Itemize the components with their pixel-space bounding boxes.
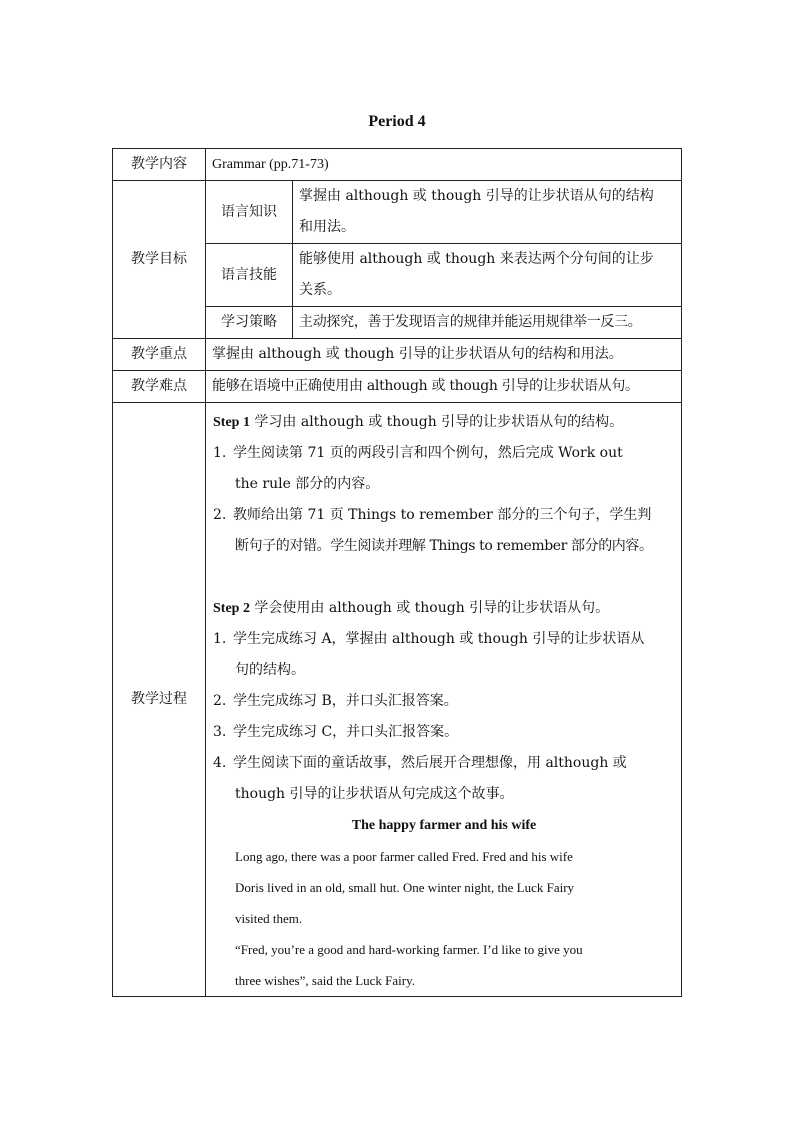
story-title: The happy farmer and his wife — [351, 818, 537, 833]
step2-item: 1. 学生完成练习 A，掌握由 although 或 though 引导的让步状语从 — [213, 631, 645, 647]
content-label: 教学内容 — [113, 149, 206, 181]
story-line: Doris lived in an old, small hut. One winter night, the Luck Fairy — [235, 880, 575, 895]
story-line: visited them. — [235, 911, 303, 926]
skills-value — [293, 244, 682, 307]
step1-heading: Step 1 学习由 although 或 though 引导的让步状语从句的结构。 — [213, 414, 624, 430]
step1-item-cont: 断句子的对错。学生阅读并理解 Things to remember 部分的内容。 — [235, 538, 653, 554]
knowledge-value — [293, 181, 682, 244]
lesson-plan-table — [112, 148, 682, 997]
step1-item-cont: the rule 部分的内容。 — [235, 476, 380, 492]
knowledge-line2: 和用法。 — [299, 219, 355, 235]
step2-item-cont: 句的结构。 — [235, 662, 305, 678]
objectives-label: 教学目标 — [113, 181, 206, 339]
content-value: Grammar (pp.71-73) — [206, 149, 682, 181]
focus-value: 掌握由 although 或 though 引导的让步状语从句的结构和用法。 — [206, 339, 682, 371]
step1-item: 1. 学生阅读第 71 页的两段引言和四个例句，然后完成 Work out — [213, 445, 623, 461]
strategy-value: 主动探究，善于发现语言的规律并能运用规律举一反三。 — [293, 307, 682, 339]
row-process — [113, 403, 682, 997]
focus-label: 教学重点 — [113, 339, 206, 371]
skills-label: 语言技能 — [206, 244, 293, 307]
row-difficulty — [113, 371, 682, 403]
row-focus — [113, 339, 682, 371]
story-line: “Fred, you’re a good and hard-working farmer. I’d like to give you — [235, 942, 583, 957]
row-objective-knowledge — [113, 181, 682, 244]
step2-item: 4. 学生阅读下面的童话故事，然后展开合理想像，用 although 或 — [213, 755, 627, 771]
story-line: three wishes”, said the Luck Fairy. — [235, 973, 416, 988]
difficulty-value: 能够在语境中正确使用由 although 或 though 引导的让步状语从句。 — [206, 371, 682, 403]
step2-item: 2. 学生完成练习 B，并口头汇报答案。 — [213, 693, 458, 709]
skills-line2: 关系。 — [299, 282, 341, 298]
story-line: Long ago, there was a poor farmer called Fred. Fred and his wife — [235, 849, 573, 864]
step1-item: 2. 教师给出第 71 页 Things to remember 部分的三个句子，学生判 — [213, 507, 652, 523]
step2-item-cont: though 引导的让步状语从句完成这个故事。 — [235, 786, 514, 802]
page-title: Period 4 — [368, 113, 426, 130]
strategy-label: 学习策略 — [206, 307, 293, 339]
process-value — [206, 403, 682, 997]
process-label: 教学过程 — [113, 403, 206, 997]
knowledge-line1: 掌握由 although 或 though 引导的让步状语从句的结构 — [299, 188, 654, 204]
spacer — [213, 562, 675, 593]
skills-line1: 能够使用 although 或 though 来表达两个分句间的让步 — [299, 251, 654, 267]
row-content — [113, 149, 682, 181]
difficulty-label: 教学难点 — [113, 371, 206, 403]
step2-item: 3. 学生完成练习 C，并口头汇报答案。 — [213, 724, 459, 740]
step2-heading: Step 2 学会使用由 although 或 though 引导的让步状语从句。 — [213, 600, 610, 616]
knowledge-label: 语言知识 — [206, 181, 293, 244]
